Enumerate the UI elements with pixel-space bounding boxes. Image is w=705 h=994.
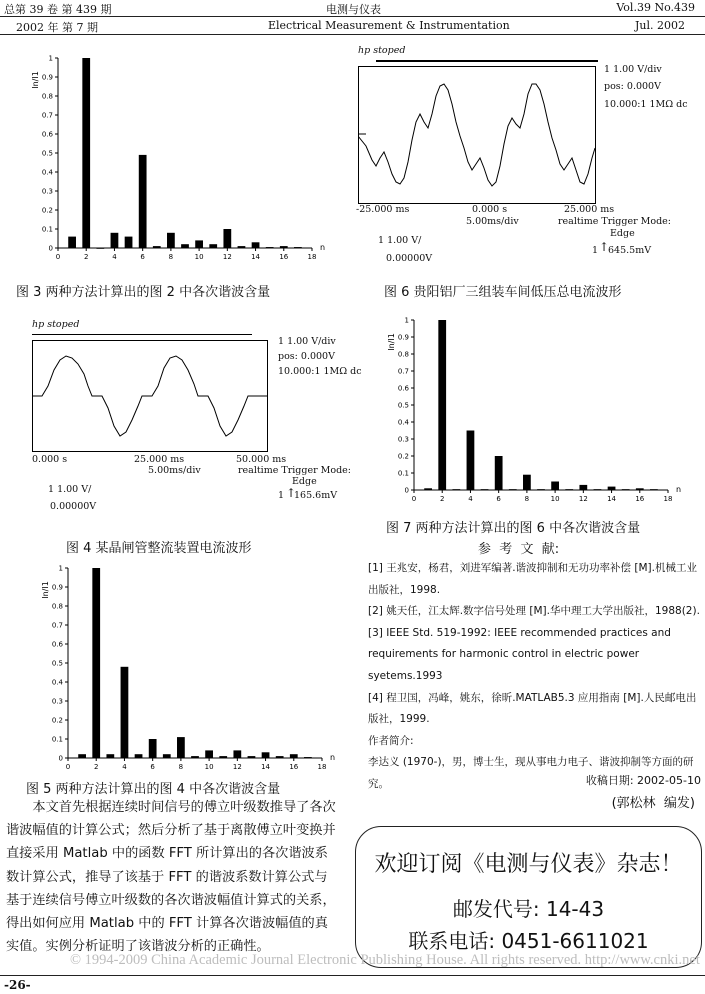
y-tick-label: 0.3 [41,187,53,196]
bar [294,247,302,248]
x-tick-label: 10 [194,253,204,261]
scope-status-rule [32,334,252,335]
waveform-trace [32,356,267,436]
bar [551,482,559,491]
y-tick-label: 0.9 [51,583,63,592]
x-tick-label: 6 [140,253,145,261]
bar-chart-fig5 [38,560,338,774]
bar [248,756,256,758]
scope-zero-level: 0.00000V [386,253,433,264]
bar [191,756,199,758]
x-tick-label: 18 [307,253,317,261]
oscilloscope-fig6 [356,44,701,274]
bar [96,248,104,249]
scope-zero-level: 0.00000V [50,501,97,512]
scope-time-left: -25.000 ms [356,204,410,215]
y-tick-label: 0.6 [397,384,409,393]
scope-trigger-level: 165.6mV [294,490,338,501]
bar [195,240,203,248]
bar [125,237,133,248]
x-tick-label: 14 [251,253,261,261]
y-tick-label: 0.2 [51,716,63,725]
chart-plot-area [41,565,335,772]
bar [233,750,241,758]
received-date: 收稿日期: 2002-05-10 [585,774,701,787]
x-tick-label: 2 [83,253,89,261]
bar [167,233,175,248]
trigger-edge-icon: ↑ [599,240,610,254]
journal-title: 电测与仪表 [326,3,381,16]
page-number: -26- [4,978,31,992]
x-tick-label: 14 [607,495,617,503]
y-tick-label: 1 [58,564,63,573]
x-tick-label: 16 [635,495,645,503]
bar [537,489,545,490]
y-tick-label: 0.7 [41,111,53,120]
scope-time-div: 5.00ms/div [466,216,519,227]
y-tick-label: 0.4 [51,678,63,687]
header-date: Jul. 2002 [635,19,685,32]
header-volume-info: 总第 39 卷 第 439 期 [4,3,112,16]
caption-fig3: 图 3 两种方法计算出的图 2 中各次谐波含量 [16,285,271,300]
bar [181,244,189,248]
ad-postal-code: 邮发代号: 14-43 [452,897,605,921]
x-tick-label: 2 [439,495,445,503]
x-tick-label: 16 [279,253,289,261]
y-tick-label: 0.6 [41,130,53,139]
bar [290,754,298,758]
chart-plot-area [31,55,325,262]
x-tick-label: 4 [112,253,117,261]
scope-channel-scale: 1 1.00 V/div [278,336,336,347]
bar [262,752,270,758]
bar [68,237,76,248]
x-tick-label: 4 [468,495,473,503]
header-rule-bottom [0,34,705,35]
scope-channel2-scale: 1 1.00 V/ [48,484,92,495]
x-tick-label: 8 [524,495,530,503]
y-tick-label: 0.9 [397,333,409,342]
y-tick-label: 0.7 [51,621,63,630]
scope-status-rule [376,60,598,62]
y-tick-label: 0.1 [41,225,53,234]
caption-fig4: 图 4 某晶闸管整流装置电流波形 [66,541,252,556]
bar [106,754,114,758]
x-axis-label: n [330,753,336,762]
y-axis-label: In/I1 [31,71,40,89]
reference-item: [4] 程卫国，冯峰，姚东，徐昕.MATLAB5.3 应用指南 [M].人民邮电出版社，1999. [368,691,697,726]
y-tick-label: 0.8 [41,92,53,101]
x-tick-label: 16 [289,763,299,771]
oscilloscope-fig4 [30,318,360,518]
scope-trigger-mode: realtime Trigger Mode: [238,465,351,476]
author-heading: 作者简介: [368,734,414,747]
x-tick-label: 2 [93,763,99,771]
y-tick-label: 0.4 [397,418,409,427]
editor-note: (郭松林 编发) [611,796,695,811]
bar [139,155,147,248]
bar [424,488,432,490]
bar [153,246,161,248]
x-tick-label: 0 [55,253,61,261]
bar [177,737,185,758]
ad-headline: 欢迎订阅《电测与仪表》杂志！ [374,852,683,877]
bar [438,320,446,490]
y-axis-label: In/I1 [387,333,396,351]
bar [78,754,86,758]
chart-plot-area [387,317,681,504]
header-vol-no: Vol.39 No.439 [616,1,695,14]
bar [149,739,157,758]
references-heading: 参 考 文 献: [478,542,560,557]
header-issue-info: 2002 年 第 7 期 [16,21,98,34]
x-axis-label: n [320,243,326,252]
y-tick-label: 0.6 [51,640,63,649]
x-tick-label: 8 [178,763,184,771]
scope-time-right: 25.000 ms [564,204,615,215]
bar-chart-fig7 [384,312,684,506]
bar [280,246,288,248]
x-tick-label: 18 [317,763,327,771]
scope-screen [358,66,596,204]
scope-trigger-edge: Edge [610,228,635,239]
x-tick-label: 18 [663,495,673,503]
bar [111,233,119,248]
x-tick-label: 14 [261,763,271,771]
bar [650,489,658,490]
x-tick-label: 12 [222,253,232,261]
scope-status: hp stoped [358,45,406,56]
bar [92,568,100,758]
x-axis-label: n [676,485,682,494]
x-tick-label: 6 [496,495,501,503]
y-tick-label: 0 [404,486,409,495]
scope-position: pos: 0.000V [278,351,335,362]
caption-fig5: 图 5 两种方法计算出的图 4 中各次谐波含量 [26,782,281,797]
scope-screen [32,340,268,452]
scope-probe-ratio: 10.000:1 1MΩ dc [604,99,688,110]
header-rule-top [0,16,705,17]
caption-fig6: 图 6 贵阳铝厂三组装车间低压总电流波形 [384,285,622,300]
bar [594,489,602,490]
reference-item: [1] 王兆安，杨君，刘进军编著.谐波抑制和无功功率补偿 [M].机械工业出版社，1998. [368,562,697,596]
bar [636,488,644,490]
x-tick-label: 10 [550,495,560,503]
scope-channel2-scale: 1 1.00 V/ [378,235,422,246]
y-tick-label: 0.7 [397,367,409,376]
bar [238,246,246,248]
y-tick-label: 0.5 [41,149,53,158]
y-axis-label: In/I1 [41,581,50,599]
x-tick-label: 8 [168,253,174,261]
bar [135,754,143,758]
subscription-ad-box [355,826,702,968]
scope-time-mid: 0.000 s [472,204,508,215]
scope-channel-scale: 1 1.00 V/div [604,64,662,75]
scope-time-div: 5.00ms/div [148,465,201,476]
copyright-watermark: © 1994-2009 China Academic Journal Electronic Publishing House. All rights reserved. http://www.cnki.net [70,952,700,968]
y-tick-label: 0.3 [51,697,63,706]
reference-item: [2] 姚天任，江太辉.数字信号处理 [M].华中理工大学出版社，1988(2). [368,605,700,618]
y-tick-label: 0.3 [397,435,409,444]
y-tick-label: 0.8 [397,350,409,359]
bar [223,229,231,248]
y-tick-label: 1 [48,54,53,63]
x-tick-label: 0 [65,763,71,771]
scope-trigger-channel: 1 [278,490,285,501]
scope-time-right: 50.000 ms [236,454,287,465]
x-tick-label: 6 [150,763,155,771]
scope-time-left: 0.000 s [32,454,68,465]
x-tick-label: 12 [232,763,242,771]
bar [523,475,531,490]
scope-status: hp stoped [32,319,80,330]
x-tick-label: 10 [204,763,214,771]
scope-trigger-level: 645.5mV [608,245,652,256]
bar [608,487,616,490]
scope-trigger-channel: 1 [592,245,599,256]
bar [276,756,284,758]
bar [304,757,312,758]
y-tick-label: 0.1 [51,735,63,744]
journal-english-title: Electrical Measurement & Instrumentation [268,19,510,32]
y-tick-label: 1 [404,316,409,325]
bar [495,456,503,490]
y-tick-label: 0.8 [51,602,63,611]
ad-phone: 联系电话: 0451-6611021 [408,929,649,953]
body-paragraph: 本文首先根据连续时间信号的傅立叶级数推导了各次谐波幅值的计算公式；然后分析了基于离散傅立叶变换并直接采用 Matlab 中的函数 FFT 所计算出的各次谐波系数计算公式，推导了该基于 FFT 的谐波系数计算公式与基于连续信号傅立叶级数的各次谐波幅值计算式的关系，得出如何应用 Matlab 中的 FFT 计算各次谐波幅值的真实值。实例分析证明了该谐波分析的正确性。 [6,800,336,955]
bar [219,756,227,758]
y-tick-label: 0 [48,244,53,253]
footer-rule [0,975,705,976]
bar [481,489,489,490]
y-tick-label: 0.5 [51,659,63,668]
scope-position: pos: 0.000V [604,81,661,92]
bar [209,244,217,248]
bar [163,754,171,758]
bar-chart-fig3 [28,50,328,264]
caption-fig7: 图 7 两种方法计算出的图 6 中各次谐波含量 [386,521,641,536]
references-list [368,558,702,796]
waveform-trace [358,84,595,186]
author-bio: 李达义 (1970-)，男，博士生，现从事电力电子、谐波抑制等方面的研究。 [368,756,694,790]
scope-time-mid: 25.000 ms [134,454,185,465]
y-tick-label: 0.1 [397,469,409,478]
y-tick-label: 0.2 [397,452,409,461]
y-tick-label: 0.2 [41,206,53,215]
x-tick-label: 0 [411,495,417,503]
reference-item: [3] IEEE Std. 519-1992: IEEE recommended practices and requirements for harmonic control in electric power syetems.1993 [368,626,671,682]
bar [579,485,587,490]
y-tick-label: 0 [58,754,63,763]
y-tick-label: 0.9 [41,73,53,82]
scope-frame [359,67,596,204]
bar [266,247,274,248]
scope-trigger-mode: realtime Trigger Mode: [558,216,671,227]
trigger-edge-icon: ↑ [286,486,297,500]
bar [467,431,475,491]
y-tick-label: 0.5 [397,401,409,410]
y-tick-label: 0.4 [41,168,53,177]
x-tick-label: 4 [122,763,127,771]
scope-trigger-edge: Edge [292,476,317,487]
bar [452,489,460,490]
scope-probe-ratio: 10.000:1 1MΩ dc [278,366,362,377]
x-tick-label: 12 [578,495,588,503]
bar [252,242,260,248]
bar [205,750,213,758]
bar [622,489,630,490]
bar [509,489,517,490]
bar [121,667,129,758]
bar [565,489,573,490]
bar [82,58,90,248]
